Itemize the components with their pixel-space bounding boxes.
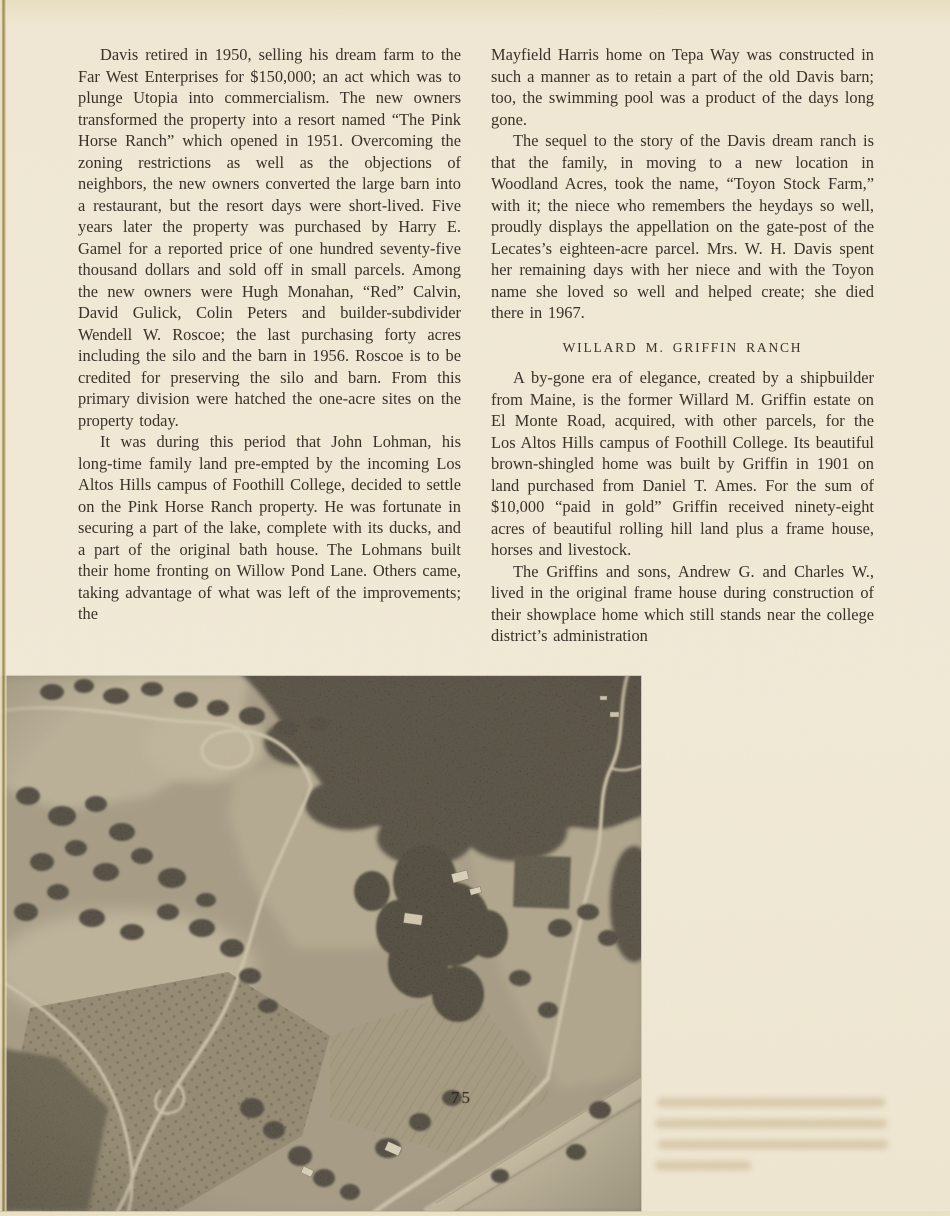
body-paragraph: Mayfield Harris home on Tepa Way was constructed in such a manner as to retain a part of the old Davis barn; too, the swimming pool was a product of the days long gone.	[491, 45, 874, 129]
section-heading: WILLARD M. GRIFFIN RANCH	[562, 339, 803, 355]
body-paragraph: It was during this period that John Lohman, his long-time family land pre-empted by the incoming Los Altos Hills campus of Foothill College, decided to settle on the Pink Horse Ranch property. He was fortunate in securing a part of the lake, complete with its ducks, and a part of the original bath house. The Lohmans built their home fronting on Willow Pond Lane. Others came, taking advantage of what was left of the improvements; the	[78, 432, 461, 623]
aerial-photo	[0, 676, 641, 1211]
page-edge-shadow	[0, 0, 7, 1211]
body-paragraph: The Griffins and sons, Andrew G. and Charles W., lived in the original frame house during construction of their showplace home which still stands near the college district’s administration	[491, 561, 874, 645]
show-through-text	[655, 1098, 895, 1188]
aerial-photo-illustration	[0, 676, 641, 1211]
body-paragraph: The sequel to the story of the Davis dream ranch is that the family, in moving to a new location in Woodland Acres, took the name, “Toyon Stock Farm,” with it; the niece who remembers the heydays so well, proudly displays the appellation on the gate-post of the Lecates’s eighteen-acre parcel. Mrs. W. H. Davis spent her remaining days with her niece and with the Toyon name she loved so well and helped create; she died there in 1967.	[491, 131, 874, 322]
page-number: 75	[451, 1088, 472, 1107]
right-text-column	[491, 44, 874, 647]
left-text-column	[78, 44, 461, 625]
body-paragraph: A by-gone era of elegance, created by a shipbuilder from Maine, is the former Willard M. Griffin estate on El Monte Road, acquired, with other parcels, for the Los Altos Hills campus of Foothill College. Its beautiful brown-shingled home was built by Griffin in 1901 on land purchased from Daniel T. Ames. For the sum of $10,000 “paid in gold” Griffin received ninety-eight acres of beautiful rolling hill land plus a frame house, horses and livestock.	[491, 368, 874, 559]
body-paragraph: Davis retired in 1950, selling his dream farm to the Far West Enterprises for $150,000; an act which was to plunge Utopia into commercialism. The new owners transformed the property into a resort named “The Pink Horse Ranch” which opened in 1951. Overcoming the zoning restrictions as well as the objections of neighbors, the new owners converted the large barn into a restaurant, but the resort days were short-lived. Five years later the property was purchased by Harry E. Gamel for a reported price of one hundred seventy-five thousand dollars and sold off in small parcels. Among the new owners were Hugh Monahan, “Red” Calvin, David Gulick, Colin Peters and builder-subdivider Wendell W. Roscoe; the last purchasing forty acres including the silo and the barn in 1956. Roscoe is to be credited for preserving the silo and barn. From this primary division were hatched the one-acre sites on the property today.	[78, 45, 461, 430]
